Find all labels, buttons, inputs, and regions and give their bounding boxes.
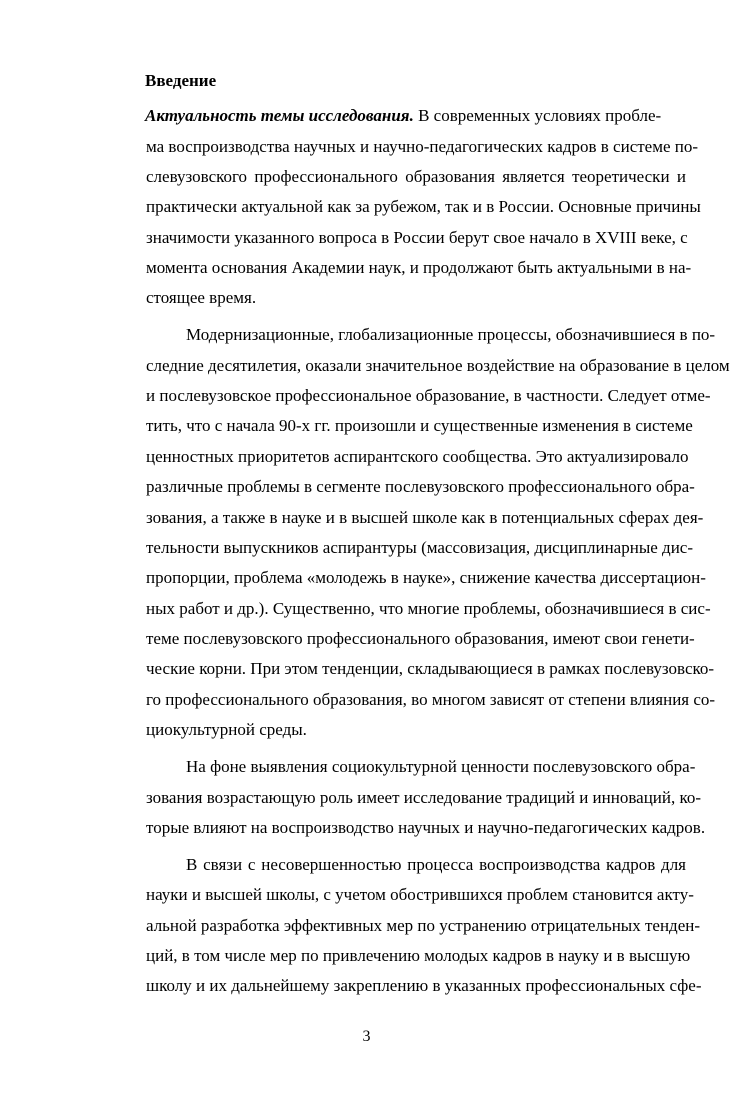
paragraph-2-line-14: циокультурной среды. [146, 720, 307, 739]
paragraph-2-line-2: следние десятилетия, оказали значительное воздействие на образование в целом [146, 356, 730, 375]
paragraph-2-line-9: пропорции, проблема «молодежь в науке», снижение качества диссертацион- [146, 568, 706, 587]
paragraph-2-line-5: ценностных приоритетов аспирантского сообщества. Это актуализировало [146, 447, 689, 466]
paragraph-1-line-1 [145, 105, 686, 127]
paragraph-4-line-5: школу и их дальнейшему закреплению в указанных профессиональных сфе- [146, 976, 702, 995]
paragraph-3-line-2: зования возрастающую роль имеет исследование традиций и инноваций, ко- [146, 788, 702, 807]
paragraph-1-line-6: момента основания Академии наук, и продолжают быть актуальными в на- [146, 258, 692, 277]
paragraph-2-line-8: тельности выпускников аспирантуры (массовизация, дисциплинарные дис- [146, 538, 693, 557]
paragraph-4-line-4: ций, в том числе мер по привлечению молодых кадров в науку и в высшую [146, 946, 691, 965]
paragraph-3-line-1: На фоне выявления социокультурной ценности послевузовского обра- [186, 757, 696, 776]
paragraph-2-line-13: го профессионального образования, во многом зависят от степени влияния со- [146, 690, 716, 709]
paragraph-2-line-12: ческие корни. При этом тенденции, складывающиеся в рамках послевузовско- [146, 659, 715, 678]
paragraph-4-line-2: науки и высшей школы, с учетом обострившихся проблем становится акту- [146, 885, 694, 904]
paragraph-2-line-1: Модернизационные, глобализационные процессы, обозначившиеся в по- [186, 325, 716, 344]
paragraph-3-line-3: торые влияют на воспроизводство научных и научно-педагогических кадров. [146, 818, 706, 837]
paragraph-2-line-4: тить, что с начала 90-х гг. произошли и существенные изменения в системе [146, 416, 693, 435]
paragraph-2-line-10: ных работ и др.). Существенно, что многие проблемы, обозначившиеся в сис- [146, 599, 711, 618]
paragraph-1-line-2: ма воспроизводства научных и научно-педагогических кадров в системе по- [146, 137, 699, 156]
paragraph-2-line-7: зования, а также в науке и в высшей школе как в потенциальных сферах дея- [146, 508, 704, 527]
paragraph-2-line-6: различные проблемы в сегменте послевузовского профессионального обра- [146, 477, 695, 496]
paragraph-2-line-3: и послевузовское профессиональное образование, в частности. Следует отме- [146, 386, 711, 405]
relevance-lead: Актуальность темы исследования. [145, 106, 414, 125]
paragraph-1-line-5: значимости указанного вопроса в России берут свое начало в XVIII веке, с [146, 228, 688, 247]
paragraph-4-line-3: альной разработка эффективных мер по устранению отрицательных тенден- [146, 916, 701, 935]
paragraph-2-line-11: теме послевузовского профессионального образования, имеют свои генети- [146, 629, 695, 648]
paragraph-text: В современных условиях пробле- [413, 106, 662, 125]
paragraph-4-line-1: В связи с несовершенностью процесса воспроизводства кадров для [186, 855, 686, 874]
paragraph-1-line-7: стоящее время. [146, 288, 257, 307]
paragraph-1-line-3: слевузовского профессионального образования является теоретически и [146, 167, 686, 186]
paragraph-1-line-4: практически актуальной как за рубежом, так и в России. Основные причины [146, 197, 701, 216]
section-heading: Введение [145, 71, 217, 90]
page-number: 3 [362, 1028, 371, 1045]
